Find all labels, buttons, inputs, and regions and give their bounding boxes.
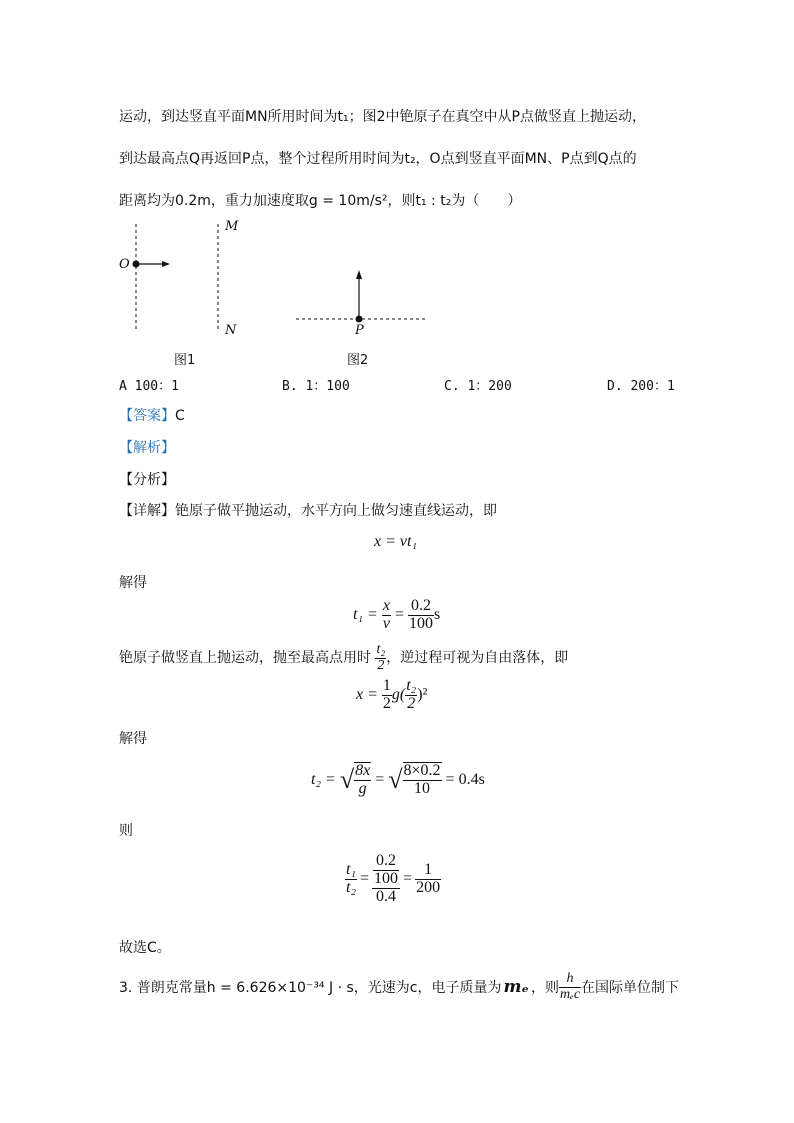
solve-label-1: 解得 (119, 575, 147, 591)
fraction-x-over-v (382, 598, 391, 633)
label-n: N (225, 323, 237, 338)
frac-den: 2 (405, 695, 417, 713)
frac-num: x (382, 597, 390, 614)
question-line-1: 运动，到达竖直平面MN所用时间为t₁；图2中铯原子在真空中从P点做竖直上抛运动， (119, 109, 647, 125)
sqrt-icon: √ (339, 764, 355, 794)
frac-den: v (382, 614, 390, 632)
velocity-arrowhead (162, 261, 170, 267)
compound-fraction (372, 853, 400, 905)
answer-line (119, 405, 185, 425)
equation-x-vt1: x = vt₁ (374, 533, 418, 550)
eq-t1-lhs: t₁ = (353, 605, 378, 623)
figure-1 (133, 224, 219, 330)
frac-num: t₂ (406, 677, 417, 694)
unit-s: s (433, 605, 441, 623)
g-symbol: g( (391, 685, 406, 703)
frac-num: h (566, 971, 574, 986)
conclusion: 故选C。 (119, 940, 171, 956)
frac-den: 100 (374, 869, 399, 887)
fraction-02-over-100 (408, 598, 434, 633)
equation-t1 (353, 598, 440, 633)
answer-value: C (175, 408, 185, 424)
detail-intro: 铯原子做平抛运动，水平方向上做匀速直线运动，即 (175, 503, 497, 519)
fraction-t1-over-t2 (345, 862, 357, 897)
frac-num: 8x (355, 762, 371, 779)
figure-2-caption: 图2 (347, 353, 369, 368)
option-b: B. 1：100 (282, 379, 350, 394)
fenxi-tag: 【分析】 (119, 472, 175, 488)
frac-den: mₑc (560, 986, 581, 1002)
frac-den: 2 (382, 694, 391, 712)
mid-text-b: ，逆过程可视为自由落体，即 (386, 650, 569, 667)
equation-free-fall (356, 678, 427, 713)
figure-diagram (110, 218, 450, 350)
sqrt-icon: √ (388, 764, 403, 794)
frac-num: 8×0.2 (403, 762, 441, 779)
question-line-3: 距离均为0.2m，重力加速度取g = 10m/s²，则t₁ : t₂为（ ） (119, 193, 522, 209)
answer-tag: 【答案】 (119, 408, 175, 424)
eq4-result: = 0.4s (445, 770, 485, 788)
analysis-tag: 【解析】 (119, 440, 175, 456)
radicand-8x-over-g (354, 762, 371, 798)
option-d: D. 200：1 (607, 379, 675, 394)
frac-den: 2 (377, 657, 385, 673)
frac-num: 1 (382, 677, 391, 694)
q3-me-symbol: mₑ (503, 977, 530, 998)
option-c: C. 1：200 (444, 379, 512, 394)
eq-sign: = (375, 770, 385, 788)
upward-arrowhead (356, 270, 362, 279)
frac-den: g (354, 780, 371, 798)
question-line-2: 到达最高点Q再返回P点，整个过程所用时间为t₂，O点到竖直平面MN、P点到Q点的 (119, 151, 637, 167)
frac-num: 1 (424, 860, 433, 878)
frac-den: t₂ (346, 878, 357, 896)
frac-den: 10 (403, 780, 442, 798)
option-a: A 100：1 (119, 379, 179, 394)
eq3-lhs: x = (356, 685, 378, 703)
frac-num: 0.2 (376, 852, 397, 869)
fraction-1-over-200 (415, 862, 441, 897)
point-p-dot (356, 316, 363, 323)
q3-text-a: 3. 普朗克常量h = 6.626×10⁻³⁴ J · s，光速为c，电子质量为 (119, 980, 502, 997)
frac-den: 100 (408, 614, 433, 632)
detail-tag: 【详解】 (119, 503, 175, 519)
label-p: P (355, 323, 364, 338)
compound-numerator (372, 853, 400, 888)
eq-sign: = (360, 870, 370, 888)
label-o: O (119, 257, 130, 272)
then-label: 则 (119, 823, 133, 839)
figure-1-caption: 图1 (174, 353, 196, 368)
q3-text-b: ，则 (531, 980, 560, 997)
figure-2 (296, 270, 426, 323)
mid-text-a: 铯原子做竖直上抛运动，抛至最高点用时 (119, 650, 371, 667)
fraction-t2-over-2 (375, 643, 386, 673)
frac-num: t₂ (376, 642, 386, 657)
detail-intro-line (119, 500, 497, 520)
fraction-h-over-mec (559, 972, 581, 1002)
fraction-1-over-2 (382, 678, 392, 713)
detail-middle-line (119, 643, 568, 673)
frac-den: 200 (416, 878, 441, 896)
equation-t2 (311, 762, 485, 798)
label-m: M (225, 219, 239, 234)
eq-sign: = (403, 870, 413, 888)
fraction-02-over-100 (373, 853, 399, 888)
frac-num: t₁ (346, 860, 357, 878)
equation-ratio (345, 853, 441, 905)
solve-label-2: 解得 (119, 731, 147, 747)
radicand-numeric (403, 762, 442, 798)
eq-sign: = (394, 605, 404, 623)
compound-denominator: 0.4 (372, 888, 400, 906)
q3-text-c: 在国际单位制下 (581, 980, 680, 997)
eq4-lhs: t₂ = (311, 770, 336, 788)
fraction-t2-over-2-sq (405, 678, 417, 713)
question-3-line (119, 972, 679, 1002)
paren-close-squared: )² (417, 685, 428, 703)
frac-num: 0.2 (410, 597, 431, 614)
